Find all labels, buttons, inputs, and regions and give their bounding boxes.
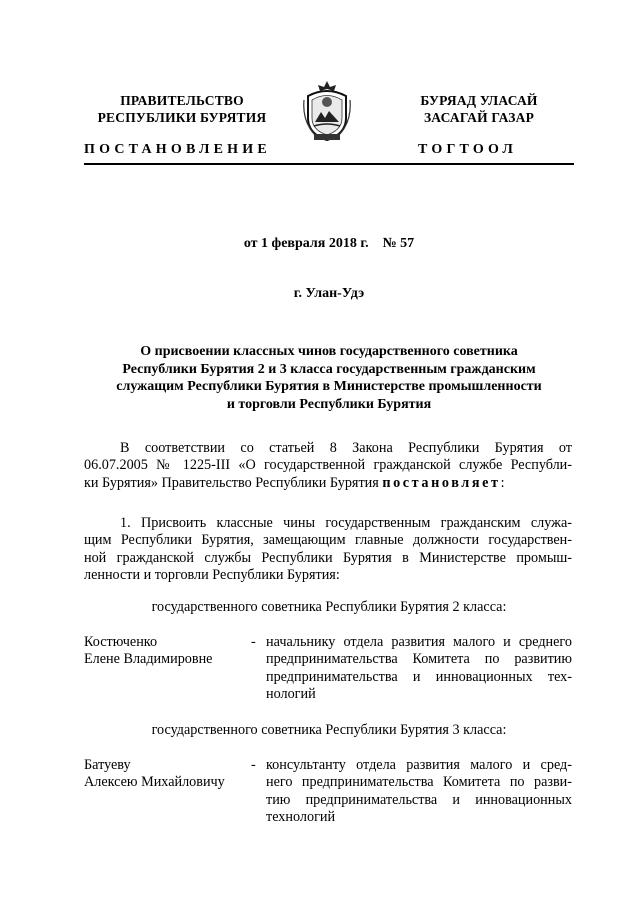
position-line: предпринимательства Комитета по развитию [266, 651, 572, 668]
decree-keyword: постановляет [382, 474, 501, 491]
title-line: Республики Бурятия 2 и 3 класса государственным гражданским [122, 361, 536, 377]
document-title [84, 343, 574, 413]
date-number: от 1 февраля 2018 г. № 57 [243, 236, 415, 251]
preamble-line-end: : [500, 474, 505, 491]
clause-line: ной гражданской службы Республики Бурятия в Министерстве промыш- [84, 549, 572, 566]
appointee-position [266, 634, 572, 704]
org-name-buryat-line1: БУРЯАД УЛАСАЙ [420, 93, 538, 108]
appointment-category: государственного советника Республики Бурятия 3 класса: [151, 722, 507, 738]
org-name-russian-line2: РЕСПУБЛИКИ БУРЯТИЯ [97, 110, 267, 125]
title-line: и торговли Республики Бурятия [226, 396, 432, 412]
position-line: начальнику отдела развития малого и среднего [266, 634, 572, 650]
preamble-line [84, 475, 572, 492]
doc-type-russian: ПОСТАНОВЛЕНИЕ [84, 142, 271, 157]
appointee-given-names: Алексею Михайловичу [84, 774, 225, 791]
position-line: предпринимательства и инновационных тех- [266, 668, 572, 685]
position-line: тию предпринимательства и инновационных [266, 791, 572, 808]
appointment-dash: - [251, 757, 256, 773]
preamble-paragraph [84, 440, 572, 492]
preamble-line-start: ки Бурятия» Правительство Республики Бурятия [84, 474, 383, 491]
appointment-dash: - [251, 634, 256, 650]
position-line: него предпринимательства Комитета по разви- [266, 774, 572, 791]
org-name-buryat [384, 92, 574, 126]
appointment-category: государственного советника Республики Бурятия 2 класса: [151, 599, 507, 615]
title-line: О присвоении классных чинов государственного советника [140, 344, 518, 359]
title-line: служащим Республики Бурятия в Министерстве промышленности [116, 379, 542, 395]
clause-1 [84, 515, 572, 585]
city: г. Улан-Удэ [293, 286, 365, 301]
position-line: нологий [266, 686, 316, 703]
position-line: технологий [266, 809, 336, 826]
appointee-name [84, 757, 225, 792]
clause-line: 1. Присвоить классные чины государственным гражданским служа- [120, 515, 572, 531]
appointee-given-names: Елене Владимировне [84, 651, 213, 668]
clause-line: щим Республики Бурятия, замещающим главные должности государствен- [84, 532, 572, 549]
preamble-line: 06.07.2005 № 1225-III «О государственной гражданской службе Республи- [84, 457, 572, 474]
preamble-line: В соответствии со статьей 8 Закона Республики Бурятия от [120, 440, 572, 456]
org-name-russian-line1: ПРАВИТЕЛЬСТВО [120, 93, 244, 108]
appointee-name [84, 634, 212, 669]
appointee-position [266, 757, 572, 827]
appointee-surname: Батуеву [84, 757, 131, 773]
emblem-icon [302, 78, 352, 144]
header-divider [84, 163, 574, 165]
appointee-surname: Костюченко [84, 634, 158, 650]
org-name-russian [84, 92, 280, 126]
org-name-buryat-line2: ЗАСАГАЙ ГАЗАР [423, 110, 535, 125]
doc-type-buryat: ТОГТООЛ [418, 142, 518, 157]
position-line: консультанту отдела развития малого и сред- [266, 757, 572, 773]
clause-line: ленности и торговли Республики Бурятия: [84, 567, 340, 584]
